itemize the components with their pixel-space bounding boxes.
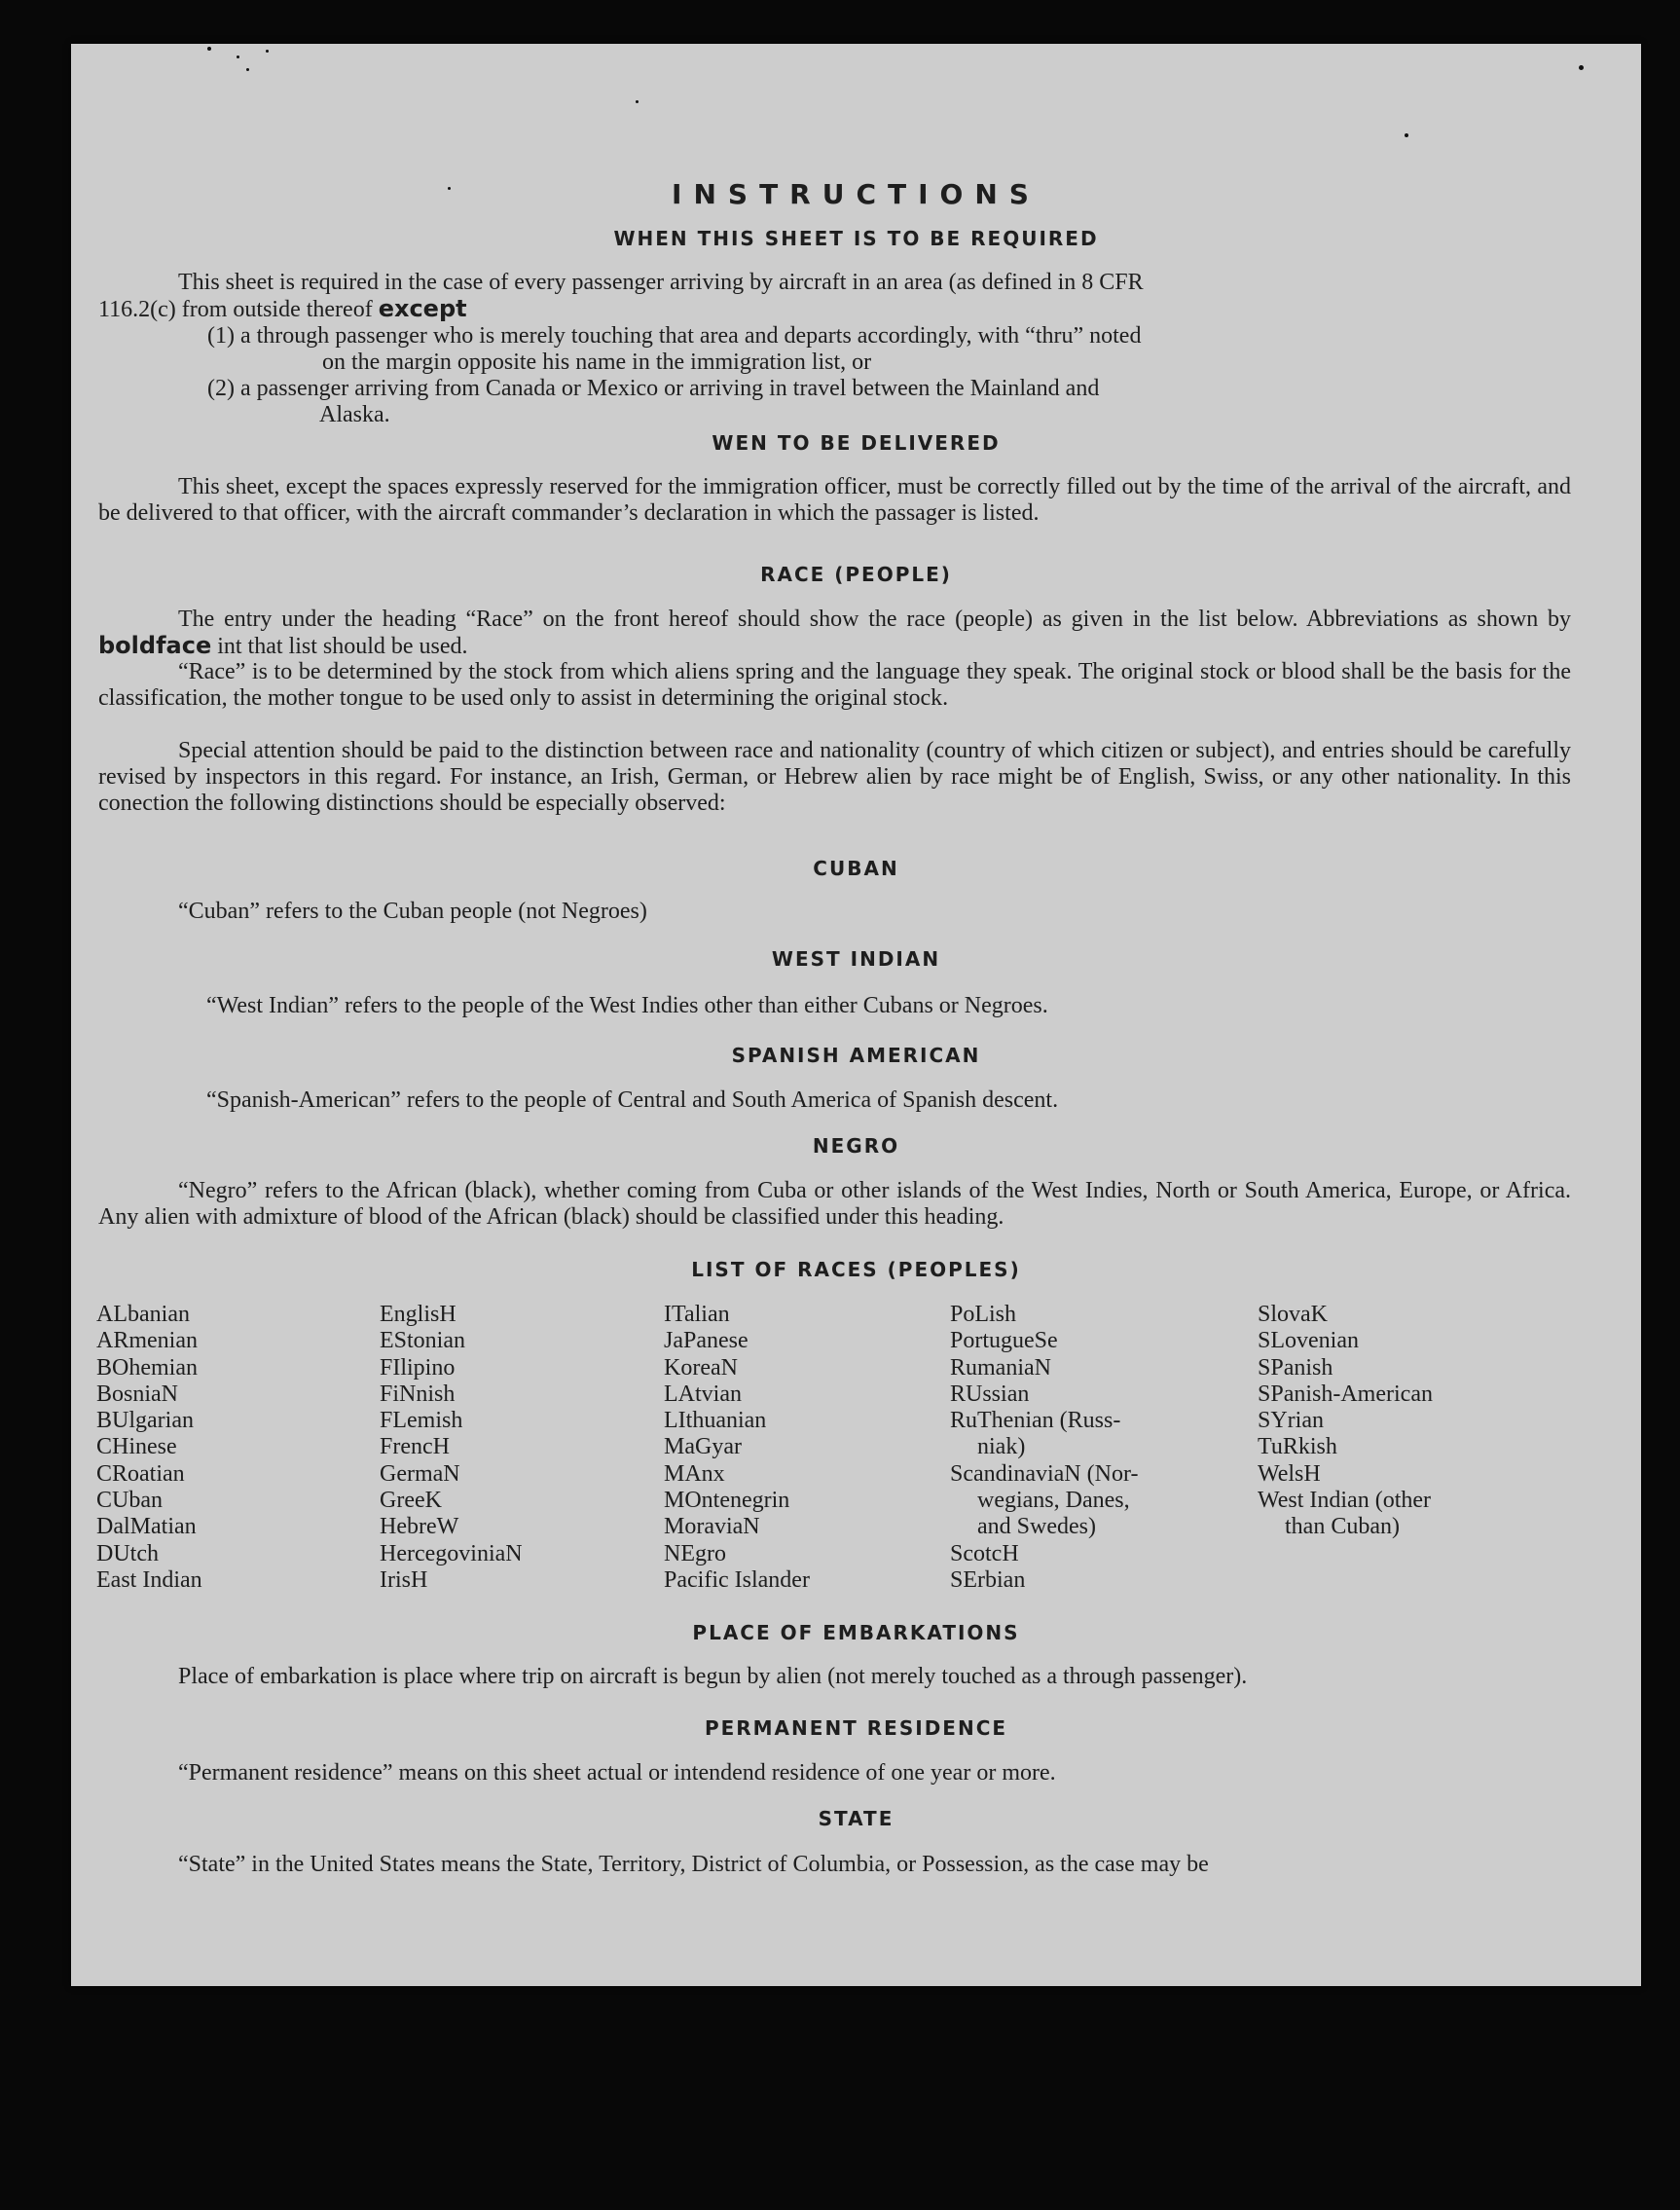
race-item: GreeK	[380, 1488, 442, 1514]
section-title-embarkation: PLACE OF EMBARKATIONS	[692, 1621, 1020, 1644]
race-item: DUtch	[96, 1540, 159, 1566]
race-paragraph-1-text-a: The entry under the heading “Race” on the front hereof should show the race (people) as given in the list below. Abbreviations as shown by	[178, 607, 1571, 632]
race-item: FIlipino	[380, 1354, 456, 1381]
race-item-continued: than Cuban)	[1285, 1514, 1400, 1540]
race-item: DalMatian	[96, 1514, 197, 1540]
boldface-keyword: boldface	[98, 632, 212, 659]
race-item: PoLish	[950, 1302, 1017, 1327]
scan-speck	[1405, 133, 1408, 137]
race-item: SPanish	[1258, 1354, 1333, 1381]
race-item: CRoatian	[96, 1460, 185, 1487]
race-item: MAnx	[664, 1460, 725, 1487]
race-item: ARmenian	[96, 1328, 198, 1354]
race-list-column-5	[1258, 1302, 1433, 1541]
race-paragraph-2: “Race” is to be determined by the stock from which aliens spring and the language they speak. The original stock or blood shall be the basis for the classification, the mother tongue to be used only to assist in determining the original stock.	[98, 659, 1571, 711]
section-title-list-of-races: LIST OF RACES (PEOPLES)	[691, 1258, 1021, 1281]
race-item: LAtvian	[664, 1381, 742, 1407]
race-item: MaGyar	[664, 1434, 742, 1460]
except-keyword: except	[378, 295, 467, 322]
race-item: FrencH	[380, 1434, 450, 1460]
race-item-continued: niak)	[977, 1434, 1026, 1460]
race-item: RumaniaN	[950, 1354, 1051, 1381]
race-item: SErbian	[950, 1566, 1026, 1593]
race-item: ScotcH	[950, 1540, 1019, 1566]
race-paragraph-3: Special attention should be paid to the distinction between race and nationality (country of which citizen or subject), and entries should be carefully revised by inspectors in this regard. For instance, an Irish, German, or Hebrew alien by race might be of English, Swiss, or any other nationality. In this conection the following distinctions should be especially observed:	[98, 738, 1571, 816]
race-item: TuRkish	[1258, 1434, 1337, 1460]
race-item: NEgro	[664, 1540, 726, 1566]
embarkation-text: Place of embarkation is place where trip on aircraft is begun by alien (not merely touched as a through passenger).	[178, 1664, 1248, 1689]
section-title-cuban: CUBAN	[813, 857, 899, 880]
race-list-column-2	[380, 1302, 523, 1594]
race-item: CHinese	[96, 1434, 177, 1460]
race-item-continued: and Swedes)	[977, 1514, 1096, 1540]
race-item: Pacific Islander	[664, 1566, 810, 1593]
page-title: INSTRUCTIONS	[672, 178, 1041, 210]
scan-speck	[246, 68, 249, 71]
exception-item-2-line1: (2) a passenger arriving from Canada or Mexico or arriving in travel between the Mainland and	[207, 376, 1100, 401]
race-item: ALbanian	[96, 1302, 190, 1327]
race-item: MOntenegrin	[664, 1488, 790, 1514]
west-indian-text: “West Indian” refers to the people of the West Indies other than either Cubans or Negroes.	[206, 993, 1048, 1018]
race-item: HercegoviniaN	[380, 1540, 523, 1566]
section-title-spanish-american: SPANISH AMERICAN	[731, 1044, 981, 1067]
exception-item-1-line1: (1) a through passenger who is merely touching that area and departs accordingly, with “thru” noted	[207, 323, 1142, 349]
exception-item-2-line2: Alaska.	[319, 402, 390, 427]
section-title-permanent-residence: PERMANENT RESIDENCE	[704, 1716, 1008, 1740]
race-item: FiNnish	[380, 1381, 456, 1407]
race-paragraph-1-text-b: int that list should be used.	[217, 634, 468, 659]
when-required-text	[98, 270, 1571, 428]
when-delivered-text: This sheet, except the spaces expressly reserved for the immigration officer, must be correctly filled out by the time of the arrival of the aircraft, and be delivered to that officer, with the aircraft commander’s declaration in which the passager is listed.	[98, 474, 1571, 526]
race-list-column-3	[664, 1302, 810, 1594]
race-item: JaPanese	[664, 1328, 749, 1354]
race-item: BUlgarian	[96, 1408, 194, 1434]
race-item: SLovenian	[1258, 1328, 1359, 1354]
race-item: CUban	[96, 1488, 163, 1514]
section-title-negro: NEGRO	[812, 1134, 900, 1158]
race-item: SlovaK	[1258, 1302, 1328, 1327]
section-title-west-indian: WEST INDIAN	[771, 947, 941, 971]
race-paragraph-1	[98, 607, 1571, 660]
race-list-column-4	[950, 1302, 1138, 1594]
race-item: EStonian	[380, 1328, 465, 1354]
spanish-american-text: “Spanish-American” refers to the people of Central and South America of Spanish descent.	[206, 1087, 1059, 1113]
exception-item-1-line2: on the margin opposite his name in the immigration list, or	[322, 350, 872, 375]
race-item: LIthuanian	[664, 1408, 767, 1434]
race-item: BosniaN	[96, 1381, 178, 1407]
scan-speck	[237, 55, 239, 58]
when-required-intro-line1: This sheet is required in the case of every passenger arriving by aircraft in an area (as defined in 8 CFR	[178, 270, 1144, 295]
race-item: SYrian	[1258, 1408, 1324, 1434]
when-required-intro-line2	[98, 296, 1571, 323]
state-text: “State” in the United States means the State, Territory, District of Columbia, or Possession, as the case may be	[178, 1852, 1209, 1877]
race-item: GermaN	[380, 1460, 460, 1487]
permanent-residence-text: “Permanent residence” means on this sheet actual or intendend residence of one year or more.	[178, 1760, 1056, 1786]
document-sheet	[71, 44, 1641, 1986]
race-item: HebreW	[380, 1514, 459, 1540]
scan-speck	[207, 47, 211, 51]
race-item: MoraviaN	[664, 1514, 760, 1540]
race-item: RUssian	[950, 1381, 1030, 1407]
scan-speck	[266, 50, 269, 53]
race-item: FLemish	[380, 1408, 463, 1434]
race-item: KoreaN	[664, 1354, 738, 1381]
race-item: West Indian (other	[1258, 1488, 1432, 1514]
scan-speck	[1579, 65, 1584, 70]
when-required-intro-line2-text: 116.2(c) from outside thereof	[98, 297, 373, 322]
cuban-text: “Cuban” refers to the Cuban people (not Negroes)	[178, 899, 647, 924]
race-item: IrisH	[380, 1566, 428, 1593]
negro-text: “Negro” refers to the African (black), whether coming from Cuba or other islands of the West Indies, North or South America, Europe, or Africa. Any alien with admixture of blood of the African (black) should be classified under this heading.	[98, 1178, 1571, 1230]
race-item: RuThenian (Russ-	[950, 1408, 1121, 1434]
section-title-race: RACE (PEOPLE)	[760, 563, 952, 586]
race-item: ITalian	[664, 1302, 730, 1327]
section-title-when-required: WHEN THIS SHEET IS TO BE REQUIRED	[613, 227, 1099, 250]
race-item-continued: wegians, Danes,	[977, 1488, 1130, 1514]
scan-speck	[636, 100, 639, 103]
race-item: SPanish-American	[1258, 1381, 1433, 1407]
race-list-column-1	[96, 1302, 202, 1594]
race-item: PortugueSe	[950, 1328, 1058, 1354]
race-item: ScandinaviaN (Nor-	[950, 1460, 1139, 1487]
section-title-when-delivered: WEN TO BE DELIVERED	[712, 431, 1001, 455]
race-item: East Indian	[96, 1566, 202, 1593]
race-item: BOhemian	[96, 1354, 198, 1381]
race-item: WelsH	[1258, 1460, 1321, 1487]
scan-speck	[448, 187, 451, 190]
section-title-state: STATE	[818, 1807, 895, 1830]
race-item: EnglisH	[380, 1302, 457, 1327]
